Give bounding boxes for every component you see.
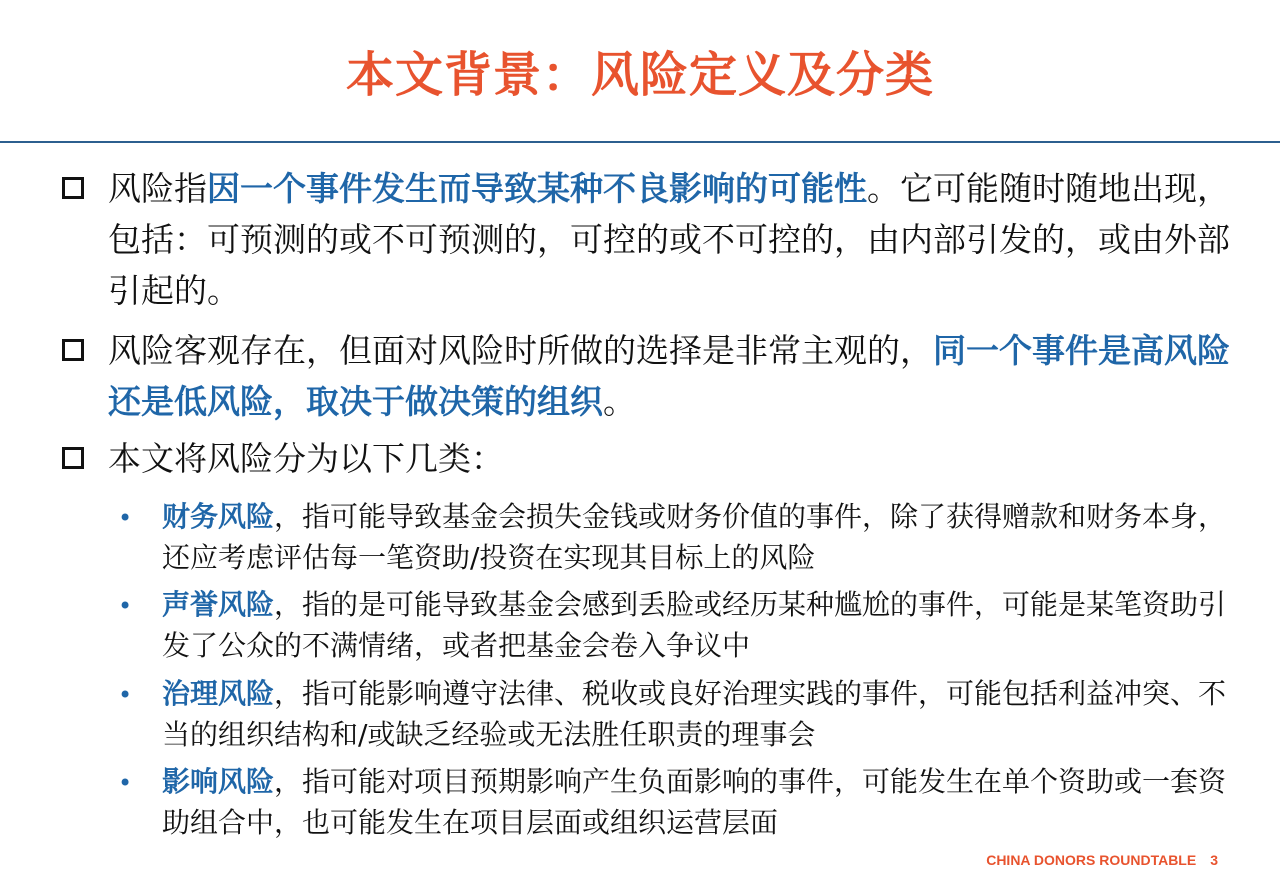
category-text bbox=[162, 496, 1253, 578]
category-name: 财务风险 bbox=[162, 500, 275, 533]
category-item-reputation bbox=[118, 584, 1253, 666]
dot-bullet-icon: • bbox=[118, 504, 133, 532]
page-number: 3 bbox=[1210, 852, 1218, 868]
bullet-text bbox=[108, 163, 1252, 316]
bullet-item bbox=[62, 325, 1252, 427]
page-title: 本文背景：风险定义及分类 bbox=[345, 47, 934, 103]
category-name: 治理风险 bbox=[162, 677, 275, 710]
category-text bbox=[162, 673, 1253, 755]
bullet-text-pre: 风险指 bbox=[108, 169, 207, 208]
title-divider bbox=[0, 141, 1280, 143]
bullet-text-post: 。它可能随时随地出现，包括：可预测的或不可预测的，可控的或不可控的，由内部引发的，或由外部引起的。 bbox=[108, 169, 1230, 310]
bullet-text-highlight: 同一个事件是高风险还是低风险，取决于做决策的组织 bbox=[108, 331, 1230, 421]
category-item-impact bbox=[118, 761, 1253, 843]
bullet-text-highlight: 因一个事件发生而导致某种不良影响的可能性 bbox=[207, 169, 867, 208]
bullet-item bbox=[62, 433, 1252, 484]
category-text bbox=[162, 584, 1253, 666]
dot-bullet-icon: • bbox=[118, 681, 133, 709]
footer bbox=[986, 852, 1218, 868]
square-bullet-icon bbox=[62, 447, 84, 469]
category-item-financial bbox=[118, 496, 1253, 578]
category-desc: ，指可能对项目预期影响产生负面影响的事件，可能发生在单个资助或一套资助组合中，也可能发生在项目层面或组织运营层面 bbox=[162, 765, 1227, 839]
bullet-item bbox=[62, 163, 1252, 316]
dot-bullet-icon: • bbox=[118, 769, 133, 797]
square-bullet-icon bbox=[62, 339, 84, 361]
category-desc: ，指的是可能导致基金会感到丢脸或经历某种尴尬的事件，可能是某笔资助引发了公众的不满情绪，或者把基金会卷入争议中 bbox=[162, 588, 1227, 662]
category-item-governance bbox=[118, 673, 1253, 755]
category-text bbox=[162, 761, 1253, 843]
bullet-text-pre: 风险客观存在，但面对风险时所做的选择是非常主观的， bbox=[108, 331, 933, 370]
bullet-text bbox=[108, 325, 1252, 427]
category-desc: ，指可能影响遵守法律、税收或良好治理实践的事件，可能包括利益冲突、不当的组织结构和/或缺乏经验或无法胜任职责的理事会 bbox=[162, 677, 1227, 751]
square-bullet-icon bbox=[62, 177, 84, 199]
dot-bullet-icon: • bbox=[118, 592, 133, 620]
bullet-text-post: 。 bbox=[603, 382, 636, 421]
bullet-text-pre: 本文将风险分为以下几类： bbox=[108, 439, 504, 478]
bullet-text bbox=[108, 433, 1252, 484]
category-name: 声誉风险 bbox=[162, 588, 275, 621]
footer-org: CHINA DONORS ROUNDTABLE bbox=[986, 852, 1197, 868]
category-desc: ，指可能导致基金会损失金钱或财务价值的事件，除了获得赠款和财务本身，还应考虑评估每一笔资助/投资在实现其目标上的风险 bbox=[162, 500, 1227, 574]
category-name: 影响风险 bbox=[162, 765, 275, 798]
